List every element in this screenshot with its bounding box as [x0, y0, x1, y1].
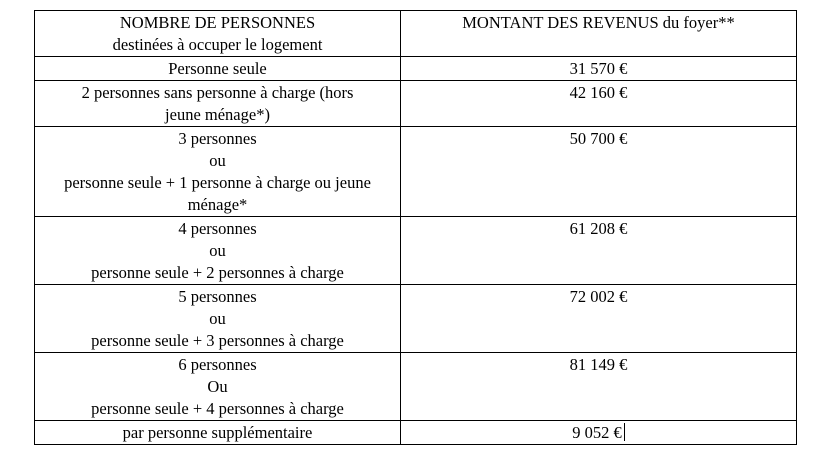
table-header-row — [35, 11, 797, 57]
amount-cell[interactable] — [401, 421, 797, 445]
header-household-size — [35, 11, 401, 57]
household-line: 6 personnes — [178, 355, 257, 374]
household-cell — [35, 57, 401, 81]
header-income-amount: MONTANT DES REVENUS du foyer** — [401, 11, 797, 57]
household-cell — [35, 285, 401, 353]
household-line: ou — [209, 309, 226, 328]
household-line: ou — [209, 241, 226, 260]
household-line: personne seule + 4 personnes à charge — [91, 399, 344, 418]
income-ceiling-table — [34, 10, 797, 445]
table-row — [35, 57, 797, 81]
household-line: 5 personnes — [178, 287, 257, 306]
amount-cell: 50 700 € — [401, 127, 797, 217]
amount-cell: 31 570 € — [401, 57, 797, 81]
household-line: Personne seule — [168, 59, 267, 78]
household-line: personne seule + 2 personnes à charge — [91, 263, 344, 282]
household-cell — [35, 81, 401, 127]
table-row — [35, 81, 797, 127]
amount-cell: 72 002 € — [401, 285, 797, 353]
household-line: Ou — [207, 377, 228, 396]
amount-cell: 42 160 € — [401, 81, 797, 127]
text-cursor — [624, 423, 625, 441]
table-row — [35, 421, 797, 445]
table-row — [35, 285, 797, 353]
household-cell — [35, 127, 401, 217]
table-row — [35, 217, 797, 285]
household-cell — [35, 217, 401, 285]
table-row — [35, 127, 797, 217]
household-line: 4 personnes — [178, 219, 257, 238]
household-line: par personne supplémentaire — [122, 423, 313, 442]
amount-cell: 81 149 € — [401, 353, 797, 421]
household-line: ménage* — [187, 195, 248, 214]
household-line: jeune ménage*) — [165, 105, 270, 124]
header-household-size-title: NOMBRE DE PERSONNES — [119, 13, 316, 32]
household-cell — [35, 353, 401, 421]
household-line: 3 personnes — [178, 129, 257, 148]
amount-cell: 61 208 € — [401, 217, 797, 285]
household-line: personne seule + 1 personne à charge ou jeune — [64, 173, 371, 192]
household-line: personne seule + 3 personnes à charge — [91, 331, 344, 350]
household-line: ou — [209, 151, 226, 170]
header-household-size-subtitle: destinées à occuper le logement — [112, 35, 323, 54]
table-row — [35, 353, 797, 421]
household-cell — [35, 421, 401, 445]
household-line: 2 personnes sans personne à charge (hors — [81, 83, 354, 102]
amount-value: 9 052 € — [572, 423, 622, 442]
